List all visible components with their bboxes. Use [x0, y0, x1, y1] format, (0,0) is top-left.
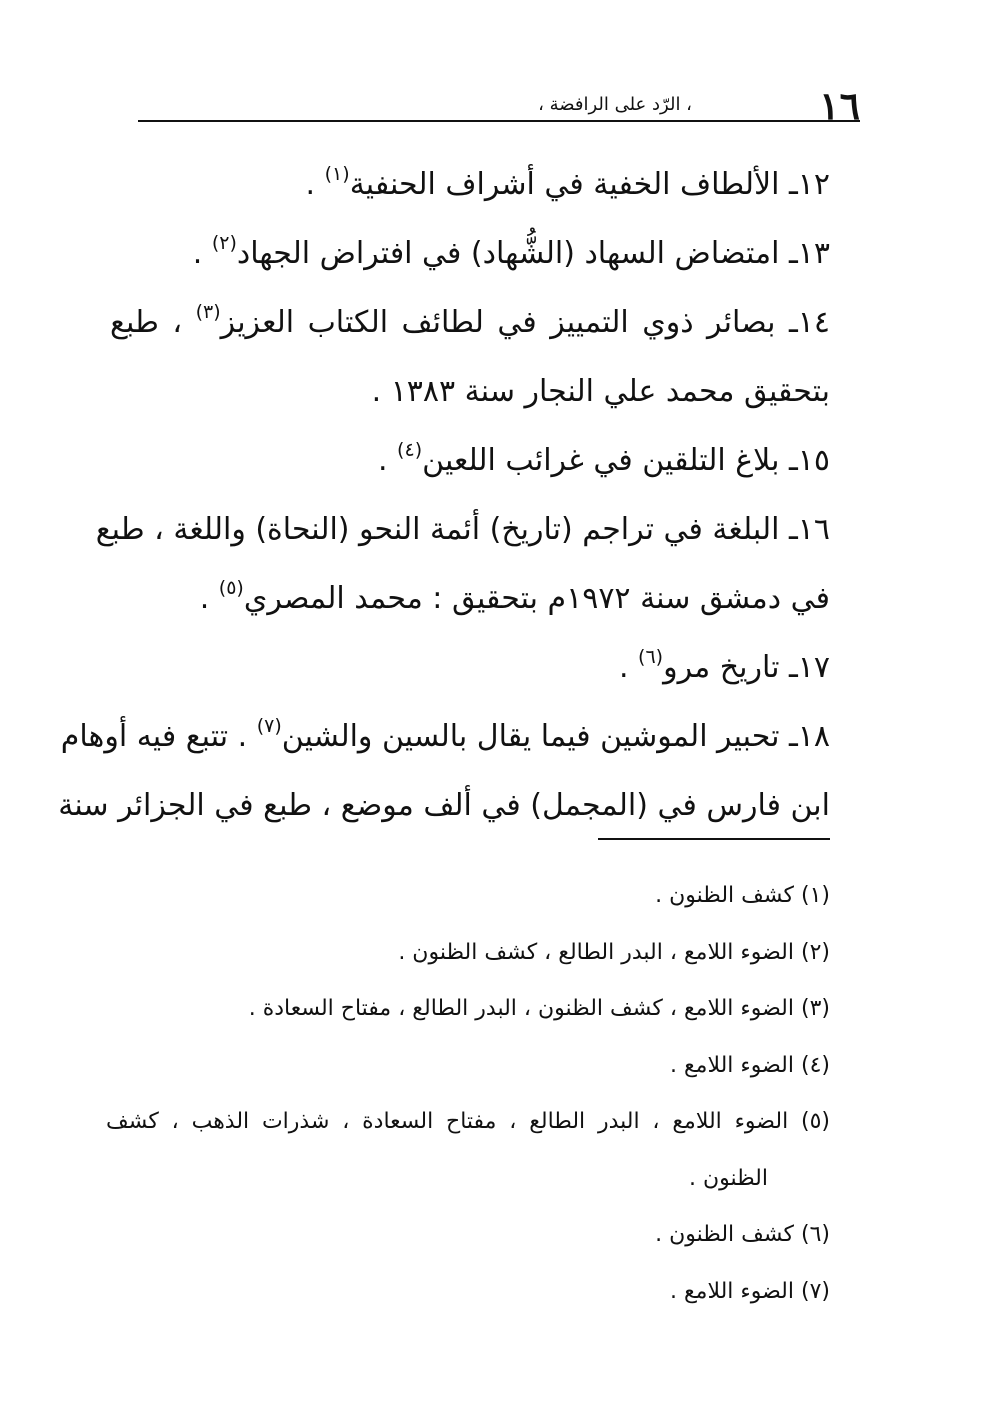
footnote-ref: (٥)	[218, 577, 244, 599]
text-line-item-18-cont	[58, 771, 830, 840]
text-line-item-14-cont	[110, 357, 830, 426]
page-number: ١٦	[819, 83, 860, 128]
footnote-5: (٥) الضوء اللامع ، البدر الطالع ، مفتاح السعادة ، شذرات الذهب ، كشف	[106, 1109, 830, 1134]
footnote-4: (٤) الضوء اللامع .	[669, 1052, 830, 1078]
footnote-6: (٦) كشف الظنون .	[655, 1222, 830, 1247]
line-text: ١٧ـ تاريخ مرو	[663, 650, 830, 685]
line-end: .	[199, 581, 219, 616]
footnotes	[106, 868, 830, 1320]
line-end: ، طبع	[110, 305, 196, 340]
line-text: ابن فارس في (المجمل) في ألف موضع ، طبع في الجزائر سنة	[58, 788, 830, 823]
line-text: ١٨ـ تحبير الموشين فيما يقال بالسين والشين	[281, 719, 830, 754]
line-text: ١٢ـ الألطاف الخفية في أشراف الحنفية	[349, 167, 830, 202]
line-end: .	[192, 236, 212, 271]
footnote-1: (١) كشف الظنون .	[655, 883, 830, 908]
text-line-item-14	[110, 288, 830, 357]
line-text: ١٣ـ امتضاض السهاد (الشُّهاد) في افتراض الجهاد	[236, 236, 830, 271]
footnote-ref: (٦)	[638, 646, 664, 668]
footnote-ref: (٣)	[195, 301, 221, 323]
footnote-5-cont: الظنون .	[688, 1165, 768, 1191]
text-line-item-15	[110, 426, 830, 495]
footnote-3: (٣) الضوء اللامع ، كشف الظنون ، البدر الطالع ، مفتاح السعادة .	[248, 996, 830, 1021]
text-line-item-18	[60, 702, 830, 771]
line-text: في دمشق سنة ١٩٧٢م بتحقيق : محمد المصري	[243, 581, 830, 616]
footnote-ref: (١)	[324, 163, 350, 185]
running-title: ، الرّد على الرافضة ،	[538, 94, 692, 115]
line-text: ١٦ـ البلغة في تراجم (تاريخ) أئمة النحو (النحاة) واللغة ، طبع	[95, 512, 830, 547]
text-line-item-13	[110, 219, 830, 288]
line-end: .	[618, 650, 639, 685]
text-line-item-16	[95, 495, 830, 564]
header-rule	[138, 120, 860, 122]
line-end: .	[305, 167, 325, 202]
text-line-item-12	[110, 150, 830, 219]
footnote-2: (٢) الضوء اللامع ، البدر الطالع ، كشف الظنون .	[398, 939, 830, 965]
page-header	[140, 82, 860, 130]
line-end: .	[377, 443, 398, 478]
footnote-ref: (٤)	[397, 439, 423, 461]
line-text: ١٤ـ بصائر ذوي التمييز في لطائف الكتاب العزيز	[220, 305, 830, 340]
line-text: بتحقيق محمد علي النجار سنة ١٣٨٣ .	[371, 374, 830, 409]
footnote-7: (٧) الضوء اللامع .	[669, 1278, 830, 1304]
footnote-separator	[598, 838, 830, 840]
main-text	[58, 150, 830, 840]
footnote-ref: (٧)	[256, 715, 282, 737]
text-line-item-16-cont	[110, 564, 830, 633]
line-text: ١٥ـ بلاغ التلقين في غرائب اللعين	[422, 443, 830, 478]
line-end: . تتبع فيه أوهام	[60, 719, 257, 754]
text-line-item-17	[110, 633, 830, 702]
footnote-ref: (٢)	[211, 232, 237, 254]
